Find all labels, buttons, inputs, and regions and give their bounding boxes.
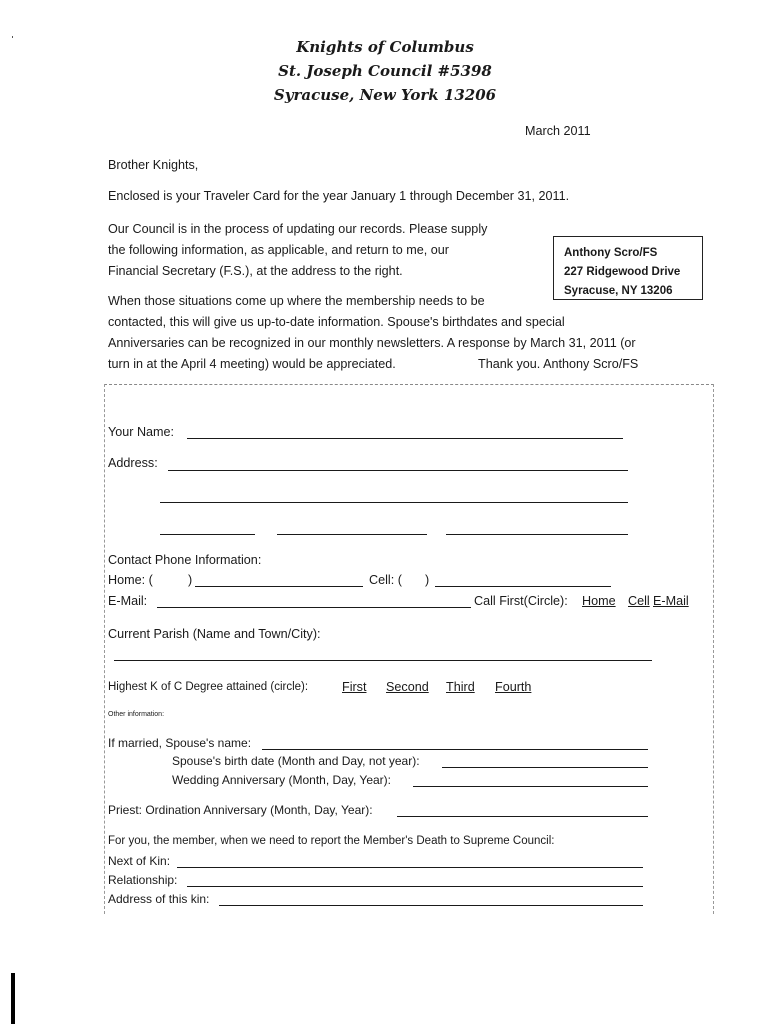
cell-phone-label: Cell: ( [369, 573, 402, 587]
cell-phone-paren: ) [425, 573, 430, 587]
call-first-cell-option[interactable]: Cell [628, 594, 650, 608]
kin-address-label: Address of this kin: [108, 892, 210, 906]
cell-phone-line[interactable] [435, 586, 611, 587]
parish-line[interactable] [114, 660, 652, 661]
address-line-2[interactable] [160, 502, 628, 503]
contact-heading: Contact Phone Information: [108, 553, 262, 567]
paragraph-line-6: Anniversaries can be recognized in our monthly newsletters. A response by March 31, 2011 (or [108, 336, 636, 350]
degree-first-option[interactable]: First [342, 680, 367, 694]
relationship-line[interactable] [187, 886, 643, 887]
address-box-name: Anthony Scro/FS [564, 247, 658, 259]
kin-address-line[interactable] [219, 905, 643, 906]
home-phone-line[interactable] [195, 586, 363, 587]
address-box-street: 227 Ridgewood Drive [564, 266, 681, 278]
wedding-line[interactable] [413, 786, 648, 787]
other-info-label: Other information: [108, 711, 165, 718]
degree-label: Highest K of C Degree attained (circle): [108, 681, 309, 693]
address-state-line[interactable] [277, 534, 427, 535]
next-of-kin-line[interactable] [177, 867, 643, 868]
email-label: E-Mail: [108, 594, 148, 608]
your-name-line[interactable] [187, 438, 623, 439]
paragraph-line-3: Financial Secretary (F.S.), at the address to the right. [108, 264, 403, 278]
call-first-home-option[interactable]: Home [582, 594, 616, 608]
call-first-label: Call First(Circle): [474, 594, 568, 608]
spouse-birth-line[interactable] [442, 767, 648, 768]
address-city-line[interactable] [160, 534, 255, 535]
form-top-border [104, 384, 714, 385]
degree-fourth-option[interactable]: Fourth [495, 680, 532, 694]
header-org-name: Knights of Columbus [296, 38, 474, 56]
form-left-border [104, 384, 105, 914]
spouse-name-label: If married, Spouse's name: [108, 736, 252, 750]
call-first-email-option[interactable]: E-Mail [653, 594, 689, 608]
paragraph-signoff: Thank you. Anthony Scro/FS [478, 357, 639, 371]
spouse-birth-label: Spouse's birth date (Month and Day, not year): [172, 754, 420, 768]
intro-text: Enclosed is your Traveler Card for the year January 1 through December 31, 2011. [108, 189, 570, 203]
degree-second-option[interactable]: Second [386, 680, 429, 694]
your-name-label: Your Name: [108, 425, 175, 439]
email-line[interactable] [157, 607, 471, 608]
address-box-city: Syracuse, NY 13206 [564, 285, 673, 297]
wedding-label: Wedding Anniversary (Month, Day, Year): [172, 773, 391, 787]
letter-date: March 2011 [525, 124, 591, 138]
paragraph-line-7: turn in at the April 4 meeting) would be appreciated. [108, 357, 396, 371]
salutation: Brother Knights, [108, 158, 199, 172]
header-council-name: St. Joseph Council #5398 [278, 62, 492, 80]
return-address-box [553, 236, 703, 300]
paragraph-line-4: When those situations come up where the membership needs to be [108, 294, 485, 308]
spouse-name-line[interactable] [262, 749, 648, 750]
form-right-border [713, 384, 714, 914]
address-line-1[interactable] [168, 470, 628, 471]
header-city: Syracuse, New York 13206 [273, 86, 497, 104]
home-phone-label: Home: ( [108, 573, 153, 587]
paragraph-line-2: the following information, as applicable, and return to me, our [108, 243, 449, 257]
scan-speck [12, 36, 13, 38]
degree-third-option[interactable]: Third [446, 680, 475, 694]
death-heading: For you, the member, when we need to report the Member's Death to Supreme Council: [108, 835, 555, 847]
priest-label: Priest: Ordination Anniversary (Month, Day, Year): [108, 803, 373, 817]
paragraph-line-5: contacted, this will give us up-to-date information. Spouse's birthdates and special [108, 315, 565, 329]
address-label: Address: [108, 456, 158, 470]
address-zip-line[interactable] [446, 534, 628, 535]
scan-edge-mark [11, 973, 15, 1024]
priest-line[interactable] [397, 816, 648, 817]
relationship-label: Relationship: [108, 873, 178, 887]
parish-label: Current Parish (Name and Town/City): [108, 627, 321, 641]
paragraph-line-1: Our Council is in the process of updating our records. Please supply [108, 222, 488, 236]
next-of-kin-label: Next of Kin: [108, 854, 171, 868]
home-phone-paren: ) [188, 573, 193, 587]
